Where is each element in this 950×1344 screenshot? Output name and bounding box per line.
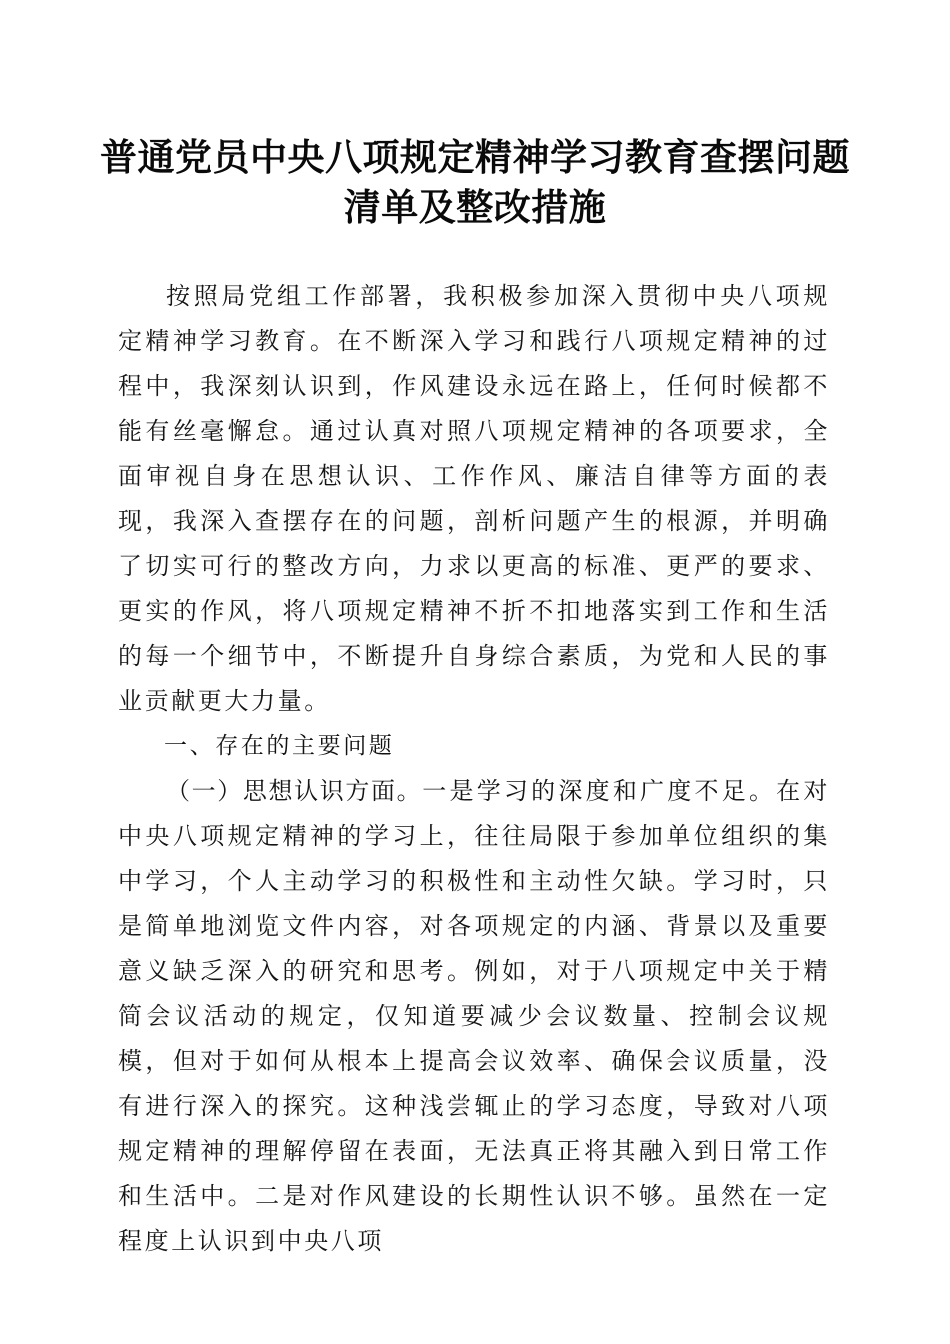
subsection-lead: （一）思想认识方面。 — [166, 777, 423, 805]
document-body — [118, 274, 830, 1264]
title-line-2: 清单及整改措施 — [343, 185, 607, 229]
subsection-text: 一是学习的深度和广度不足。在对中央八项规定精神的学习上，往往局限于参加单位组织的集中学习，个人主动学习的积极性和主动性欠缺。学习时，只是简单地浏览文件内容，对各项规定的内涵、背景以及重要意义缺乏深入的研究和思考。例如，对于八项规定中关于精简会议活动的规定，仅知道要减少会议数量、控制会议规模，但对于如何从根本上提高会议效率、确保会议质量，没有进行深入的探究。这种浅尝辄止的学习态度，导致对八项规定精神的理解停留在表面，无法真正将其融入到日常工作和生活中。二是对作风建设的长期性认识不够。虽然在一定程度上认识到中央八项 — [118, 777, 830, 1255]
section-heading-problems: 一、存在的主要问题 — [164, 733, 395, 759]
title-line-1: 普通党员中央八项规定精神学习教育查摆问题 — [100, 135, 850, 179]
subsection-paragraph-ideology — [118, 769, 830, 1264]
document-title — [100, 132, 850, 232]
intro-paragraph: 按照局党组工作部署，我积极参加深入贯彻中央八项规定精神学习教育。在不断深入学习和践行八项规定精神的过程中，我深刻认识到，作风建设永远在路上，任何时候都不能有丝毫懈怠。通过认真对照八项规定精神的各项要求，全面审视自身在思想认识、工作作风、廉洁自律等方面的表现，我深入查摆存在的问题，剖析问题产生的根源，并明确了切实可行的整改方向，力求以更高的标准、更严的要求、更实的作风，将八项规定精神不折不扣地落实到工作和生活的每一个细节中，不断提升自身综合素质，为党和人民的事业贡献更大力量。 — [118, 282, 830, 715]
